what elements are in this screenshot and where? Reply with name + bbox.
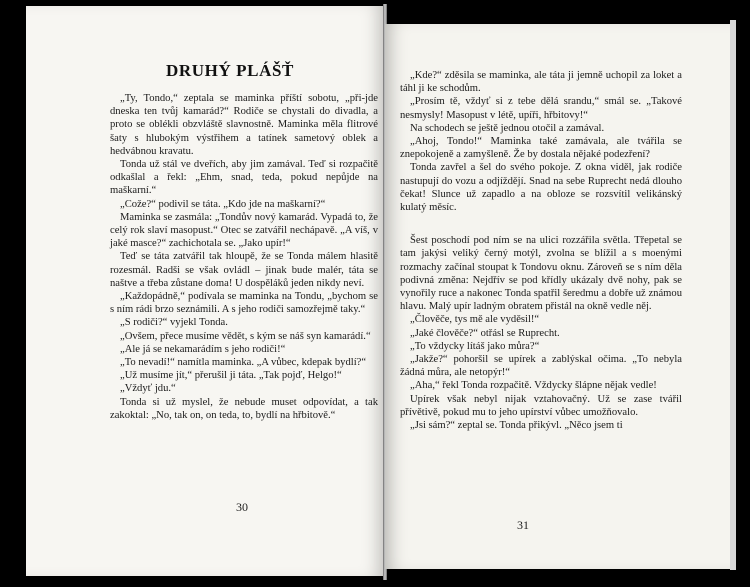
left-page-text xyxy=(110,92,378,422)
paragraph: „Člověče, tys mě ale vyděsil!“ xyxy=(410,314,540,326)
paragraph: Upírek však nebyl nijak vztahovačný. Už se zase tvářil přívětivě, pokud mu to jeho upírství vůbec umožňovalo. xyxy=(400,393,682,418)
page-number: 31 xyxy=(517,518,529,532)
paragraph: „To nevadí!“ namítla maminka. „A vůbec, kdepak bydlí?“ xyxy=(120,357,367,369)
paragraph: Šest poschodí pod ním se na ulici rozzářila světla. Třepetal se tam jakýsi veliký černý motýl, zvolna se blížil a s moenými rozmachy začínal stoupat k Tondovu oknu. Zároveň se s ním děla podivná změna: Nejdřív se pod křídly ukázaly dvě nohy, pak se vynořily ruce a nakonec Tonda spatřil šeredmu a dobře už známou hlavu. Malý upír ladným obratem přistál na okně vedle něj. xyxy=(400,235,682,313)
paragraph: Tonda zavřel a šel do svého pokoje. Z okna viděl, jak rodiče nastupují do vozu a odjíždějí. Snad na sebe Ruprecht nedá dlouho čekat! Slunce už zapadlo a na obloze se rozsvítil velikánský kulatý měsíc. xyxy=(400,162,682,214)
paragraph: Maminka se zasmála: „Tondův nový kamarád. Vypadá to, že celý rok slaví masopust.“ Otec se zatvářil nechápavě. „A víš, v jaké masce?“ zachichotala se. „Jako upír!“ xyxy=(110,211,378,250)
paragraph: Na schodech se ještě jednou otočil a zamával. xyxy=(410,122,605,134)
paragraph: „To vždycky lítáš jako můra?“ xyxy=(410,340,540,352)
paragraph: Tonda už stál ve dveřích, aby jim zamával. Teď si rozpačitě odkašlal a řekl: „Ehm, snad, teda, pokud nepůjde na maškarní.“ xyxy=(110,159,378,197)
left-page xyxy=(26,6,384,576)
paragraph: „Jakže?“ pohoršil se upírek a zablýskal očima. „To nebyla žádná můra, ale netopýr!“ xyxy=(400,354,682,379)
paragraph: Teď se táta zatvářil tak hloupě, že se Tonda málem hlasitě rozesmál. Radši se však ovládl – jinak bude malér, táta se naštve a třeba zůstane doma! U dospěláků jeden nikdy neví. xyxy=(110,251,378,289)
paragraph: „Kde?“ zděsila se maminka, ale táta ji jemně uchopil za loket a táhl ji ke schodům. xyxy=(400,70,682,95)
paragraph: „Vždyť jdu.“ xyxy=(120,383,176,395)
paragraph: „Ale já se nekamarádím s jeho rodiči!“ xyxy=(120,343,286,355)
paragraph: „Ahoj, Tondo!“ Maminka také zamávala, ale tvářila se znepokojeně a zamyšleně. Že by dostala nějaké podezření? xyxy=(400,136,682,161)
paragraph: „Jsi sám?“ zeptal se. Tonda přikývl. „Něco jsem ti xyxy=(410,420,623,432)
chapter-title: DRUHÝ PLÁŠŤ xyxy=(166,61,294,80)
page-number: 30 xyxy=(236,500,248,514)
paragraph: „Aha,“ řekl Tonda rozpačitě. Vždycky šlápne nějak vedle! xyxy=(410,380,657,392)
paragraph: „S rodiči?“ vyjekl Tonda. xyxy=(120,317,228,329)
section-break xyxy=(400,214,682,234)
paragraph: „Cože?“ podivil se táta. „Kdo jde na maškarní?“ xyxy=(120,198,326,210)
right-page xyxy=(385,24,730,569)
paragraph: „Prosím tě, vždyť si z tebe dělá srandu,“ smál se. „Takové nesmysly! Masopust v létě, upíři, hřbitovy!“ xyxy=(400,96,682,121)
paragraph: „Každopádně,“ podívala se maminka na Tondu, „bychom se s ním rádi brzo seznámili. A s jeho rodiči samozřejmě taky.“ xyxy=(110,291,378,316)
paragraph: Tonda si už myslel, že nebude muset odpovídat, a tak zakoktal: „No, tak on, on teda, to, bydlí na hřbitově.“ xyxy=(110,396,378,421)
paragraph: „Ty, Tondo,“ zeptala se maminka příští sobotu, „při-jde dneska ten tvůj kamarád?“ Rodiče se chystali do divadla, a proto se oblékli obzvláště slavnostně. Maminka měla flitrové šaty s hlubokým výstřihem a tatínek sametový oblek a hedvábnou kravatu. xyxy=(110,93,378,157)
right-page-text xyxy=(400,69,682,432)
paragraph: „Jaké člověče?“ otřásl se Ruprecht. xyxy=(410,327,560,339)
paragraph: „Ovšem, přece musíme vědět, s kým se náš syn kamarádí.“ xyxy=(120,330,371,342)
paragraph: „Už musíme jít,“ přerušil ji táta. „Tak pojď, Helgo!“ xyxy=(120,370,342,382)
page-edge xyxy=(730,20,736,570)
